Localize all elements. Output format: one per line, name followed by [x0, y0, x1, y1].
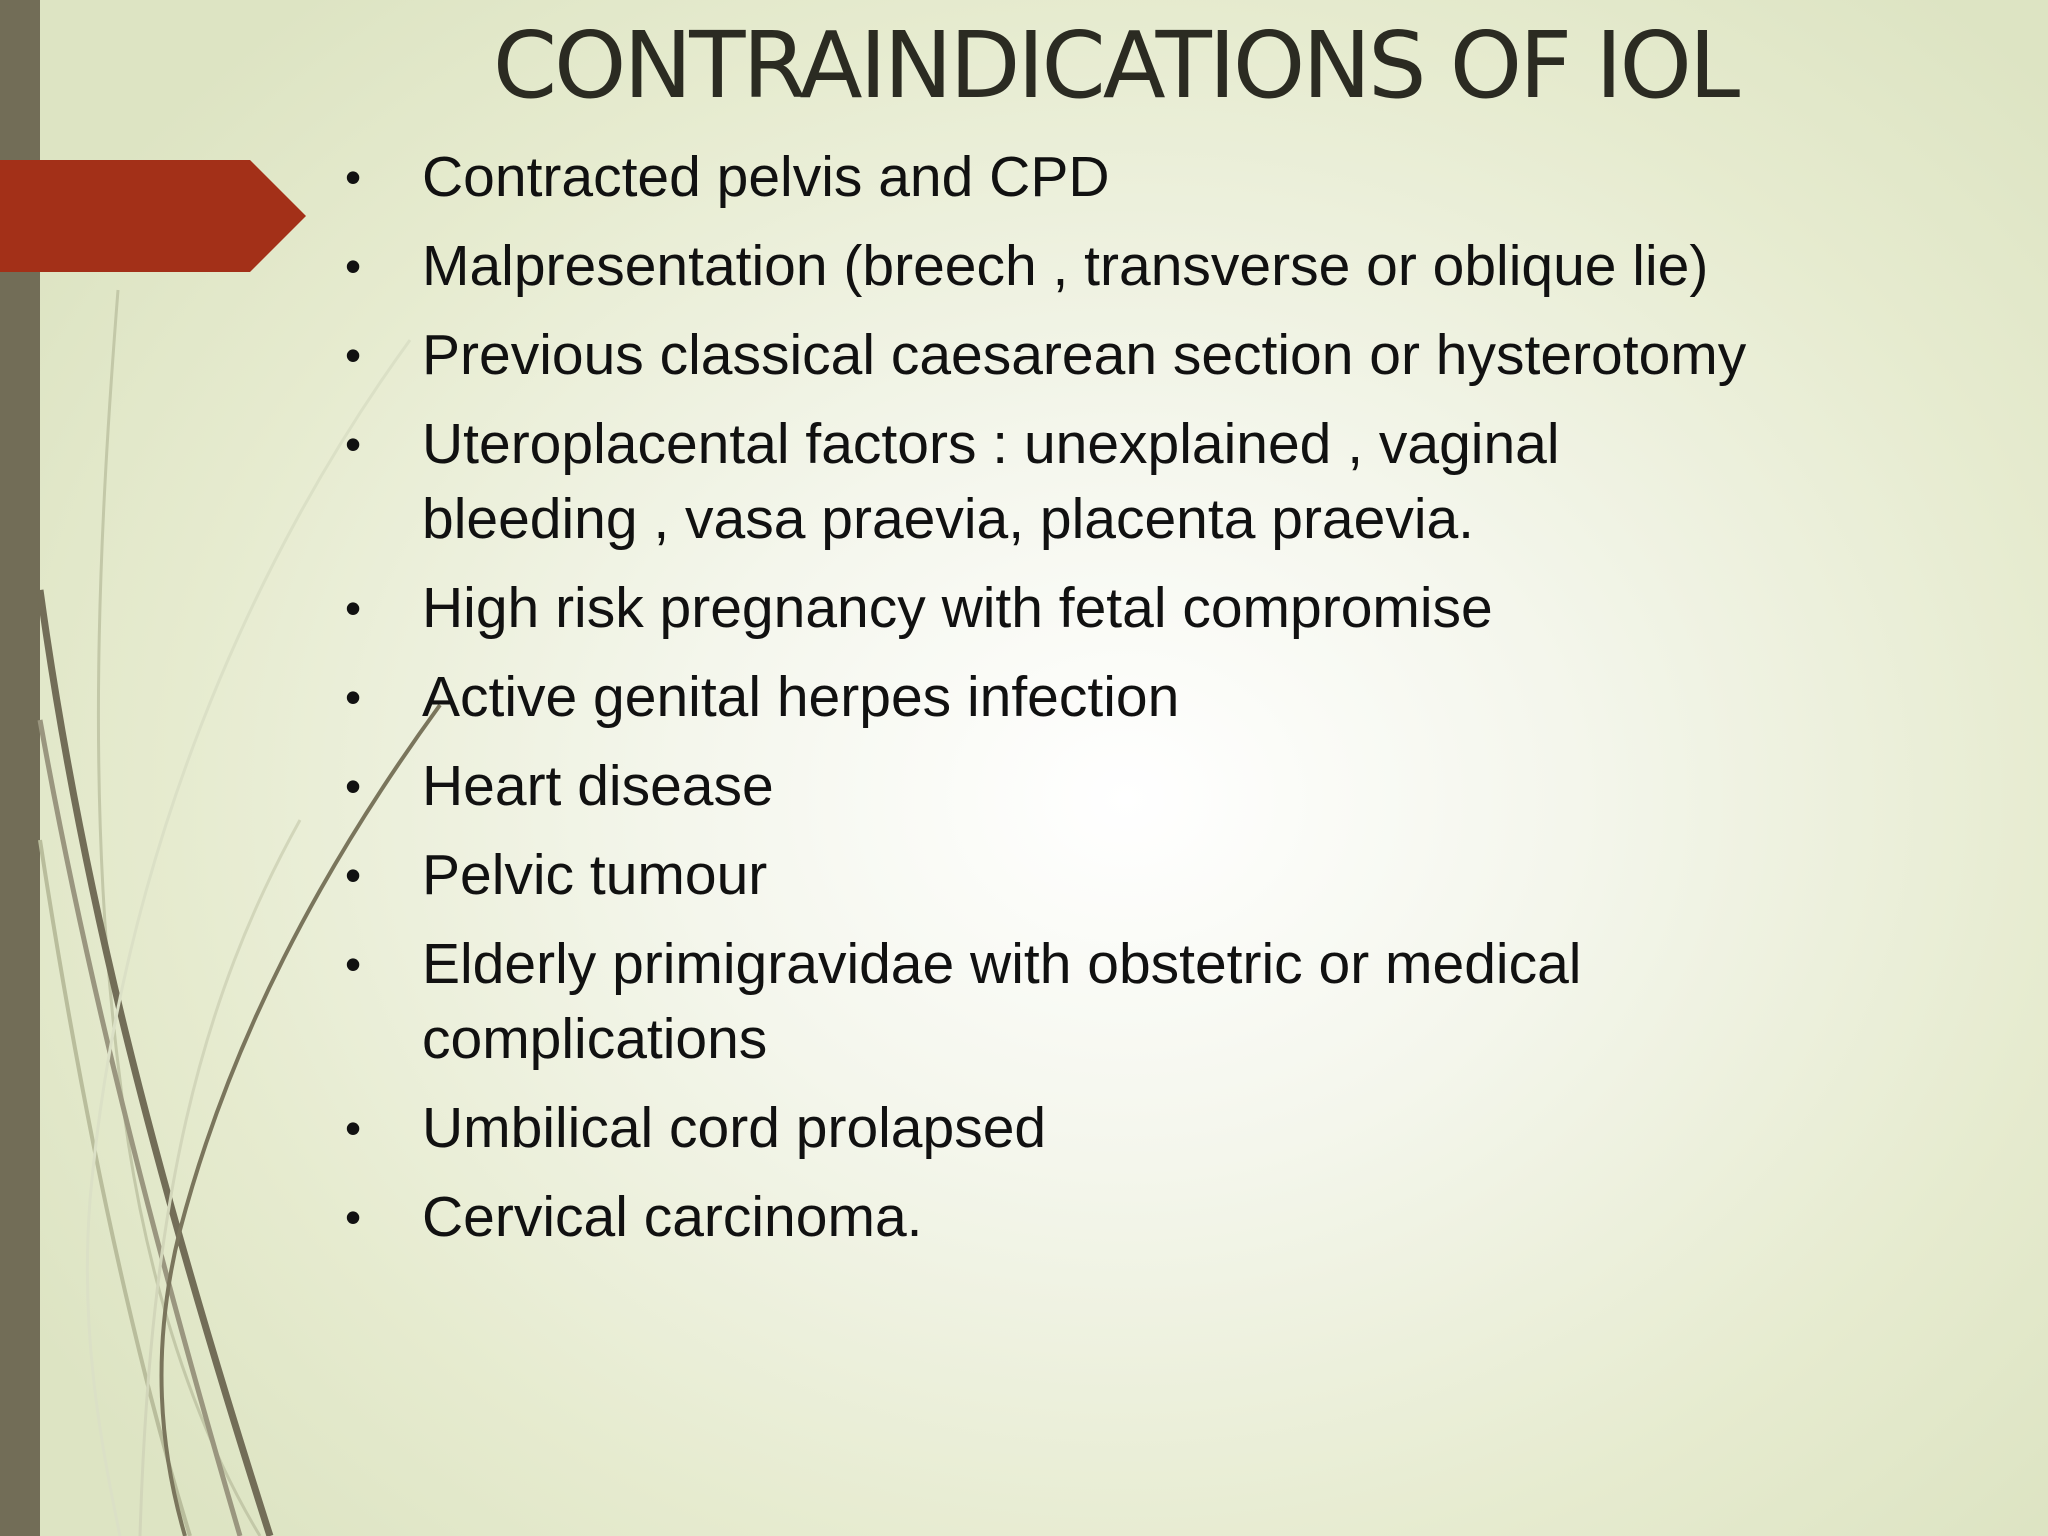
curve-line	[98, 290, 260, 1536]
bullet-dot: •	[345, 329, 362, 381]
accent-arrow-shape	[0, 160, 306, 272]
bullet-dot: •	[345, 151, 362, 203]
bullet-item	[340, 1091, 1780, 1166]
bullet-item	[340, 229, 1780, 304]
bullet-item	[340, 838, 1780, 913]
bullet-text: Active genital herpes infection	[422, 665, 1180, 729]
bullet-list	[340, 140, 1780, 1269]
bullet-item	[340, 318, 1780, 393]
bullet-dot: •	[345, 1102, 362, 1154]
bullet-dot: •	[345, 671, 362, 723]
bullet-text: Elderly primigravidae with obstetric or medical complications	[422, 932, 1582, 1071]
bullet-item	[340, 749, 1780, 824]
bullet-text: Pelvic tumour	[422, 843, 768, 907]
bullet-item	[340, 571, 1780, 646]
bullet-dot: •	[345, 418, 362, 470]
bullet-item	[340, 1180, 1780, 1255]
bullet-text: High risk pregnancy with fetal compromise	[422, 576, 1493, 640]
bullet-text: Heart disease	[422, 754, 774, 818]
bullet-text: Malpresentation (breech , transverse or oblique lie)	[422, 234, 1709, 298]
curve-line	[40, 720, 240, 1536]
bullet-dot: •	[345, 240, 362, 292]
bullet-item	[340, 660, 1780, 735]
bullet-item	[340, 140, 1780, 215]
bullet-dot: •	[345, 1191, 362, 1243]
bullet-dot: •	[345, 582, 362, 634]
bullet-item	[340, 927, 1780, 1077]
bullet-dot: •	[345, 760, 362, 812]
bullet-dot: •	[345, 849, 362, 901]
bullet-item	[340, 407, 1780, 557]
bullet-text: Uteroplacental factors : unexplained , vaginal bleeding , vasa praevia, placenta praevia.	[422, 412, 1560, 551]
bullet-text: Cervical carcinoma.	[422, 1185, 923, 1249]
curve-line	[140, 820, 300, 1536]
bullet-text: Umbilical cord prolapsed	[422, 1096, 1047, 1160]
bullet-text: Contracted pelvis and CPD	[422, 145, 1110, 209]
slide-title: CONTRAINDICATIONS OF IOL	[492, 12, 1738, 119]
bullet-dot: •	[345, 938, 362, 990]
bullet-text: Previous classical caesarean section or hysterotomy	[422, 323, 1747, 387]
curve-line	[40, 590, 270, 1536]
curve-line	[40, 840, 190, 1536]
